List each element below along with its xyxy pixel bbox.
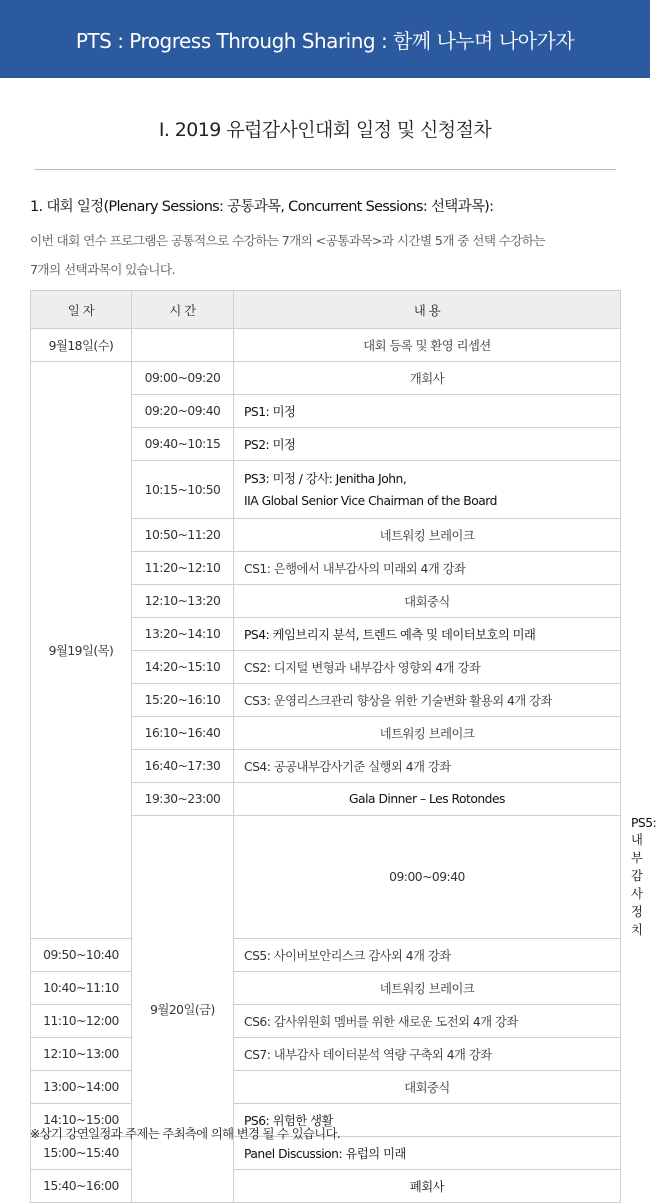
intro-line-1: 이번 대회 연수 프로그램은 공통적으로 수강하는 7개의 <공통과목>과 시간별 5개 중 선택 수강하는 <box>30 233 546 248</box>
time-cell: 13:00~14:00 <box>31 1071 132 1104</box>
content-cell: CS3: 운영리스크관리 향상을 위한 기술변화 활용외 4개 강좌 <box>234 684 621 717</box>
content-cell: PS1: 미정 <box>234 395 621 428</box>
day-cell-sep19: 9월19일(목) <box>31 362 132 939</box>
time-cell: 12:10~13:00 <box>31 1038 132 1071</box>
time-cell: 15:40~16:00 <box>31 1170 132 1203</box>
header-day: 일 자 <box>31 291 132 329</box>
content-line-2: IIA Global Senior Vice Chairman of the Board <box>244 493 497 508</box>
content-cell: CS6: 감사위원회 멤버를 위한 새로운 도전외 4개 강좌 <box>234 1005 621 1038</box>
header-banner <box>0 0 650 78</box>
time-cell: 10:50~11:20 <box>132 519 234 552</box>
content-cell: CS1: 은행에서 내부감사의 미래외 4개 강좌 <box>234 552 621 585</box>
content-line-1: PS3: 미정 / 강사: Jenitha John, <box>244 471 407 486</box>
table-row <box>31 939 621 972</box>
content-cell: Gala Dinner – Les Rotondes <box>234 783 621 816</box>
content-cell <box>234 461 621 519</box>
content-cell: PS2: 미정 <box>234 428 621 461</box>
time-cell: 11:20~12:10 <box>132 552 234 585</box>
day-cell-sep20: 9월20일(금) <box>132 816 234 1203</box>
header-content: 내 용 <box>234 291 621 329</box>
table-row <box>31 972 621 1005</box>
content-cell: PS6: 위험한 생활 <box>234 1104 621 1137</box>
table-row <box>31 329 621 362</box>
content-cell: 개회사 <box>234 362 621 395</box>
time-cell: 14:20~15:10 <box>132 651 234 684</box>
time-cell: 11:10~12:00 <box>31 1005 132 1038</box>
table-row <box>31 1038 621 1071</box>
time-cell: 16:40~17:30 <box>132 750 234 783</box>
time-cell: 14:10~15:00 <box>31 1104 132 1137</box>
intro-line-2: 7개의 선택과목이 있습니다. <box>30 262 175 277</box>
divider <box>34 169 616 170</box>
content-cell: 대회 등록 및 환영 리셉션 <box>234 329 621 362</box>
table-row <box>31 1170 621 1203</box>
time-cell: 10:15~10:50 <box>132 461 234 519</box>
banner-text: PTS : Progress Through Sharing : 함께 나누며 나아가자 <box>75 28 575 53</box>
footnote: ※상기 강연일정과 주제는 주최측에 의해 변경 될 수 있습니다. <box>30 1127 341 1141</box>
time-cell: 09:20~09:40 <box>132 395 234 428</box>
intro-paragraph <box>30 226 620 284</box>
table-row <box>31 362 621 395</box>
content-cell: 폐회사 <box>234 1170 621 1203</box>
schedule-table <box>30 290 656 1203</box>
header-time: 시 간 <box>132 291 234 329</box>
content-cell: PS4: 케임브리지 분석, 트렌드 예측 및 데이터보호의 미래 <box>234 618 621 651</box>
time-cell: 16:10~16:40 <box>132 717 234 750</box>
schedule-subtitle: 1. 대회 일정(Plenary Sessions: 공통과목, Concurrent Sessions: 선택과목): <box>30 199 494 215</box>
time-cell: 13:20~14:10 <box>132 618 234 651</box>
time-cell: 12:10~13:20 <box>132 585 234 618</box>
content-cell: CS2: 디지털 변형과 내부감사 영향외 4개 강좌 <box>234 651 621 684</box>
time-cell: 15:20~16:10 <box>132 684 234 717</box>
time-cell: 09:00~09:40 <box>234 816 621 939</box>
content-cell: 네트워킹 브레이크 <box>234 972 621 1005</box>
table-row <box>31 1071 621 1104</box>
time-cell: 09:00~09:20 <box>132 362 234 395</box>
content-cell: 대회중식 <box>234 1071 621 1104</box>
content-cell: 대회중식 <box>234 585 621 618</box>
time-cell: 10:40~11:10 <box>31 972 132 1005</box>
time-cell: 09:50~10:40 <box>31 939 132 972</box>
time-cell: 19:30~23:00 <box>132 783 234 816</box>
section-title: Ⅰ. 2019 유럽감사인대회 일정 및 신청절차 <box>158 119 492 141</box>
table-row: 9월20일(금) 09:00~09:40 PS5: 내부감사 정치 <box>31 816 621 939</box>
content-cell: 네트워킹 브레이크 <box>234 717 621 750</box>
content-cell: 네트워킹 브레이크 <box>234 519 621 552</box>
content-cell: CS4: 공공내부감사기준 실행외 4개 강좌 <box>234 750 621 783</box>
day-cell-sep18: 9월18일(수) <box>31 329 132 362</box>
content-cell: Panel Discussion: 유럽의 미래 <box>234 1137 621 1170</box>
content-cell: CS5: 사이버보안리스크 감사외 4개 강좌 <box>234 939 621 972</box>
time-cell <box>132 329 234 362</box>
time-cell: 09:40~10:15 <box>132 428 234 461</box>
table-row <box>31 1005 621 1038</box>
content-cell: CS7: 내부감사 데이터분석 역량 구축외 4개 강좌 <box>234 1038 621 1071</box>
table-header-row <box>31 291 621 329</box>
time-cell: 15:00~15:40 <box>31 1137 132 1170</box>
